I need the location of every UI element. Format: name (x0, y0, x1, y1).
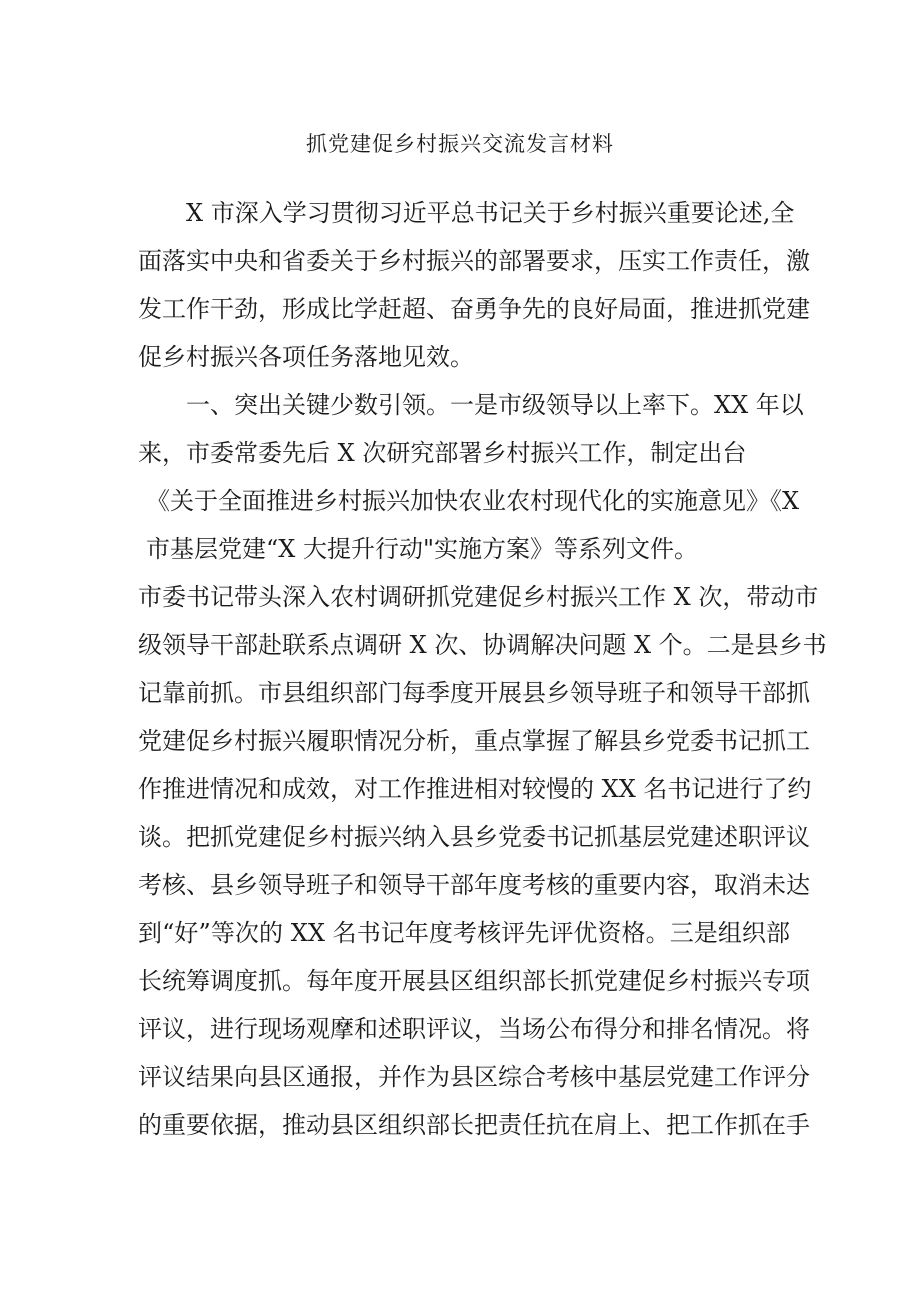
paragraph-line: 记靠前抓。市县组织部门每季度开展县乡领导班子和领导干部抓 (138, 679, 810, 707)
paragraph-line: 长统筹调度抓。每年度开展县区组织部长抓党建促乡村振兴专项 (138, 967, 810, 995)
paragraph-line: 到“好”等次的 XX 名书记年度考核评先评优资格。三是组织部 (138, 919, 790, 947)
paragraph-line: 党建促乡村振兴履职情况分析，重点掌握了解县乡党委书记抓工 (138, 727, 810, 755)
paragraph-line: 面落实中央和省委关于乡村振兴的部署要求，压实工作责任，激 (138, 247, 810, 275)
paragraph-line: 市基层党建“X 大提升行动"实施方案》等系列文件。 (146, 535, 699, 563)
paragraph-line: 市委书记带头深入农村调研抓党建促乡村振兴工作 X 次，带动市 (138, 583, 819, 611)
paragraph-line: 作推进情况和成效，对工作推进相对较慢的 XX 名书记进行了约 (138, 775, 812, 803)
document-title: 抓党建促乡村振兴交流发言材料 (306, 132, 614, 156)
paragraph-line: 谈。把抓党建促乡村振兴纳入县乡党委书记抓基层党建述职评议 (138, 823, 810, 851)
paragraph-line: 考核、县乡领导班子和领导干部年度考核的重要内容，取消未达 (138, 871, 810, 899)
paragraph-line: 促乡村振兴各项任务落地见效。 (138, 343, 474, 371)
paragraph-line: 《关于全面推进乡村振兴加快农业农村现代化的实施意见》《X (146, 487, 800, 515)
paragraph-line: 来，市委常委先后 X 次研究部署乡村振兴工作，制定出台 (138, 439, 747, 467)
paragraph-line: 一、突出关键少数引领。一是市级领导以上率下。XX 年以 (186, 391, 804, 419)
paragraph-line: 评议结果向县区通报，并作为县区综合考核中基层党建工作评分 (138, 1063, 810, 1091)
paragraph-line: 级领导干部赴联系点调研 X 次、协调解决问题 X 个。二是县乡书 (138, 631, 827, 659)
paragraph-line: 评议，进行现场观摩和述职评议，当场公布得分和排名情况。将 (138, 1015, 810, 1043)
paragraph-line: 发工作干劲，形成比学赶超、奋勇争先的良好局面，推进抓党建 (138, 295, 810, 323)
paragraph-line: 的重要依据，推动县区组织部长把责任抗在肩上、把工作抓在手 (138, 1111, 810, 1139)
paragraph-line: X 市深入学习贯彻习近平总书记关于乡村振兴重要论述,全 (186, 199, 795, 227)
